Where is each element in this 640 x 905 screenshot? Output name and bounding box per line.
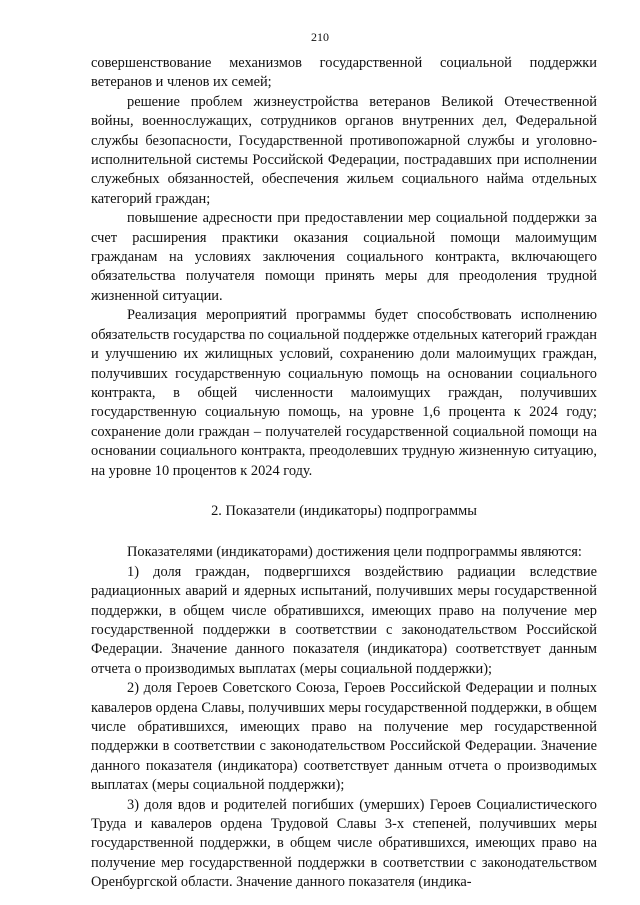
- paragraph: Показателями (индикаторами) достижения цели подпрограммы являются:: [127, 544, 582, 561]
- document-body: [91, 54, 597, 893]
- section-heading: 2. Показатели (индикаторы) подпрограммы: [211, 502, 477, 519]
- paragraph: повышение адресности при предоставлении мер социальной поддержки за счет расширения практики оказания социальной помощи малоимущим гражданам на условиях заключения социального контракта, включающего обязательства получателя помощи принять меры для преодоления трудной жизненной ситуации.: [91, 210, 597, 304]
- list-item: 3) доля вдов и родителей погибших (умерших) Героев Социалистического Труда и кавалеров ордена Трудовой Славы 3-х степеней, получивших меры государственной поддержки, в общем числе обратившихся, имеющих право на получение мер государственной поддержки в соответствии с законодательством Оренбургской области. Значение данного показателя (индика-: [91, 796, 597, 891]
- list-item: 2) доля Героев Советского Союза, Героев Российской Федерации и полных кавалеров ордена Славы, получивших меры государственной поддержки, в общем числе обратившихся, имеющих право на получение мер государственной поддержки в соответствии с законодательством Российской Федерации. Значение данного показателя (индикатора) соответствует данным отчета о производимых выплатах (меры социальной поддержки);: [91, 680, 597, 794]
- paragraph: совершенствование механизмов государственной социальной поддержки ветеранов и членов их семей;: [91, 55, 597, 91]
- paragraph: решение проблем жизнеустройства ветеранов Великой Отечественной войны, военнослужащих, сотрудников органов внутренних дел, Федеральной службы безопасности, Государственной противопожарной службы и уголовно-исполнительной системы Российской Федерации, пострадавших при исполнении служебных обязанностей, обеспечения жильем социального найма отдельных категорий граждан;: [91, 93, 597, 207]
- page-number: 210: [311, 30, 329, 44]
- paragraph: Реализация мероприятий программы будет способствовать исполнению обязательств государства по социальной поддержке отдельных категорий граждан и улучшению их жилищных условий, сохранению доли малоимущих граждан, получивших государственную социальную помощь на основании социального контракта, в общей численности малоимущих граждан, получивших государственную социальную помощь, на уровне 1,6 процента к 2024 году; сохранение доли граждан – получателей государственной социальной помощи на основании социального контракта, преодолевших трудную жизненную ситуацию, на уровне 10 процентов к 2024 году.: [91, 307, 597, 479]
- list-item: 1) доля граждан, подвергшихся воздействию радиации вследствие радиационных аварий и ядерных испытаний, получивших меры государственной поддержки, в общем числе обратившихся, имеющих право на получение мер государственной поддержки в соответствии с законодательством Российской Федерации. Значение данного показателя (индикатора) соответствует данным отчета о производимых выплатах (меры социальной поддержки);: [91, 563, 597, 677]
